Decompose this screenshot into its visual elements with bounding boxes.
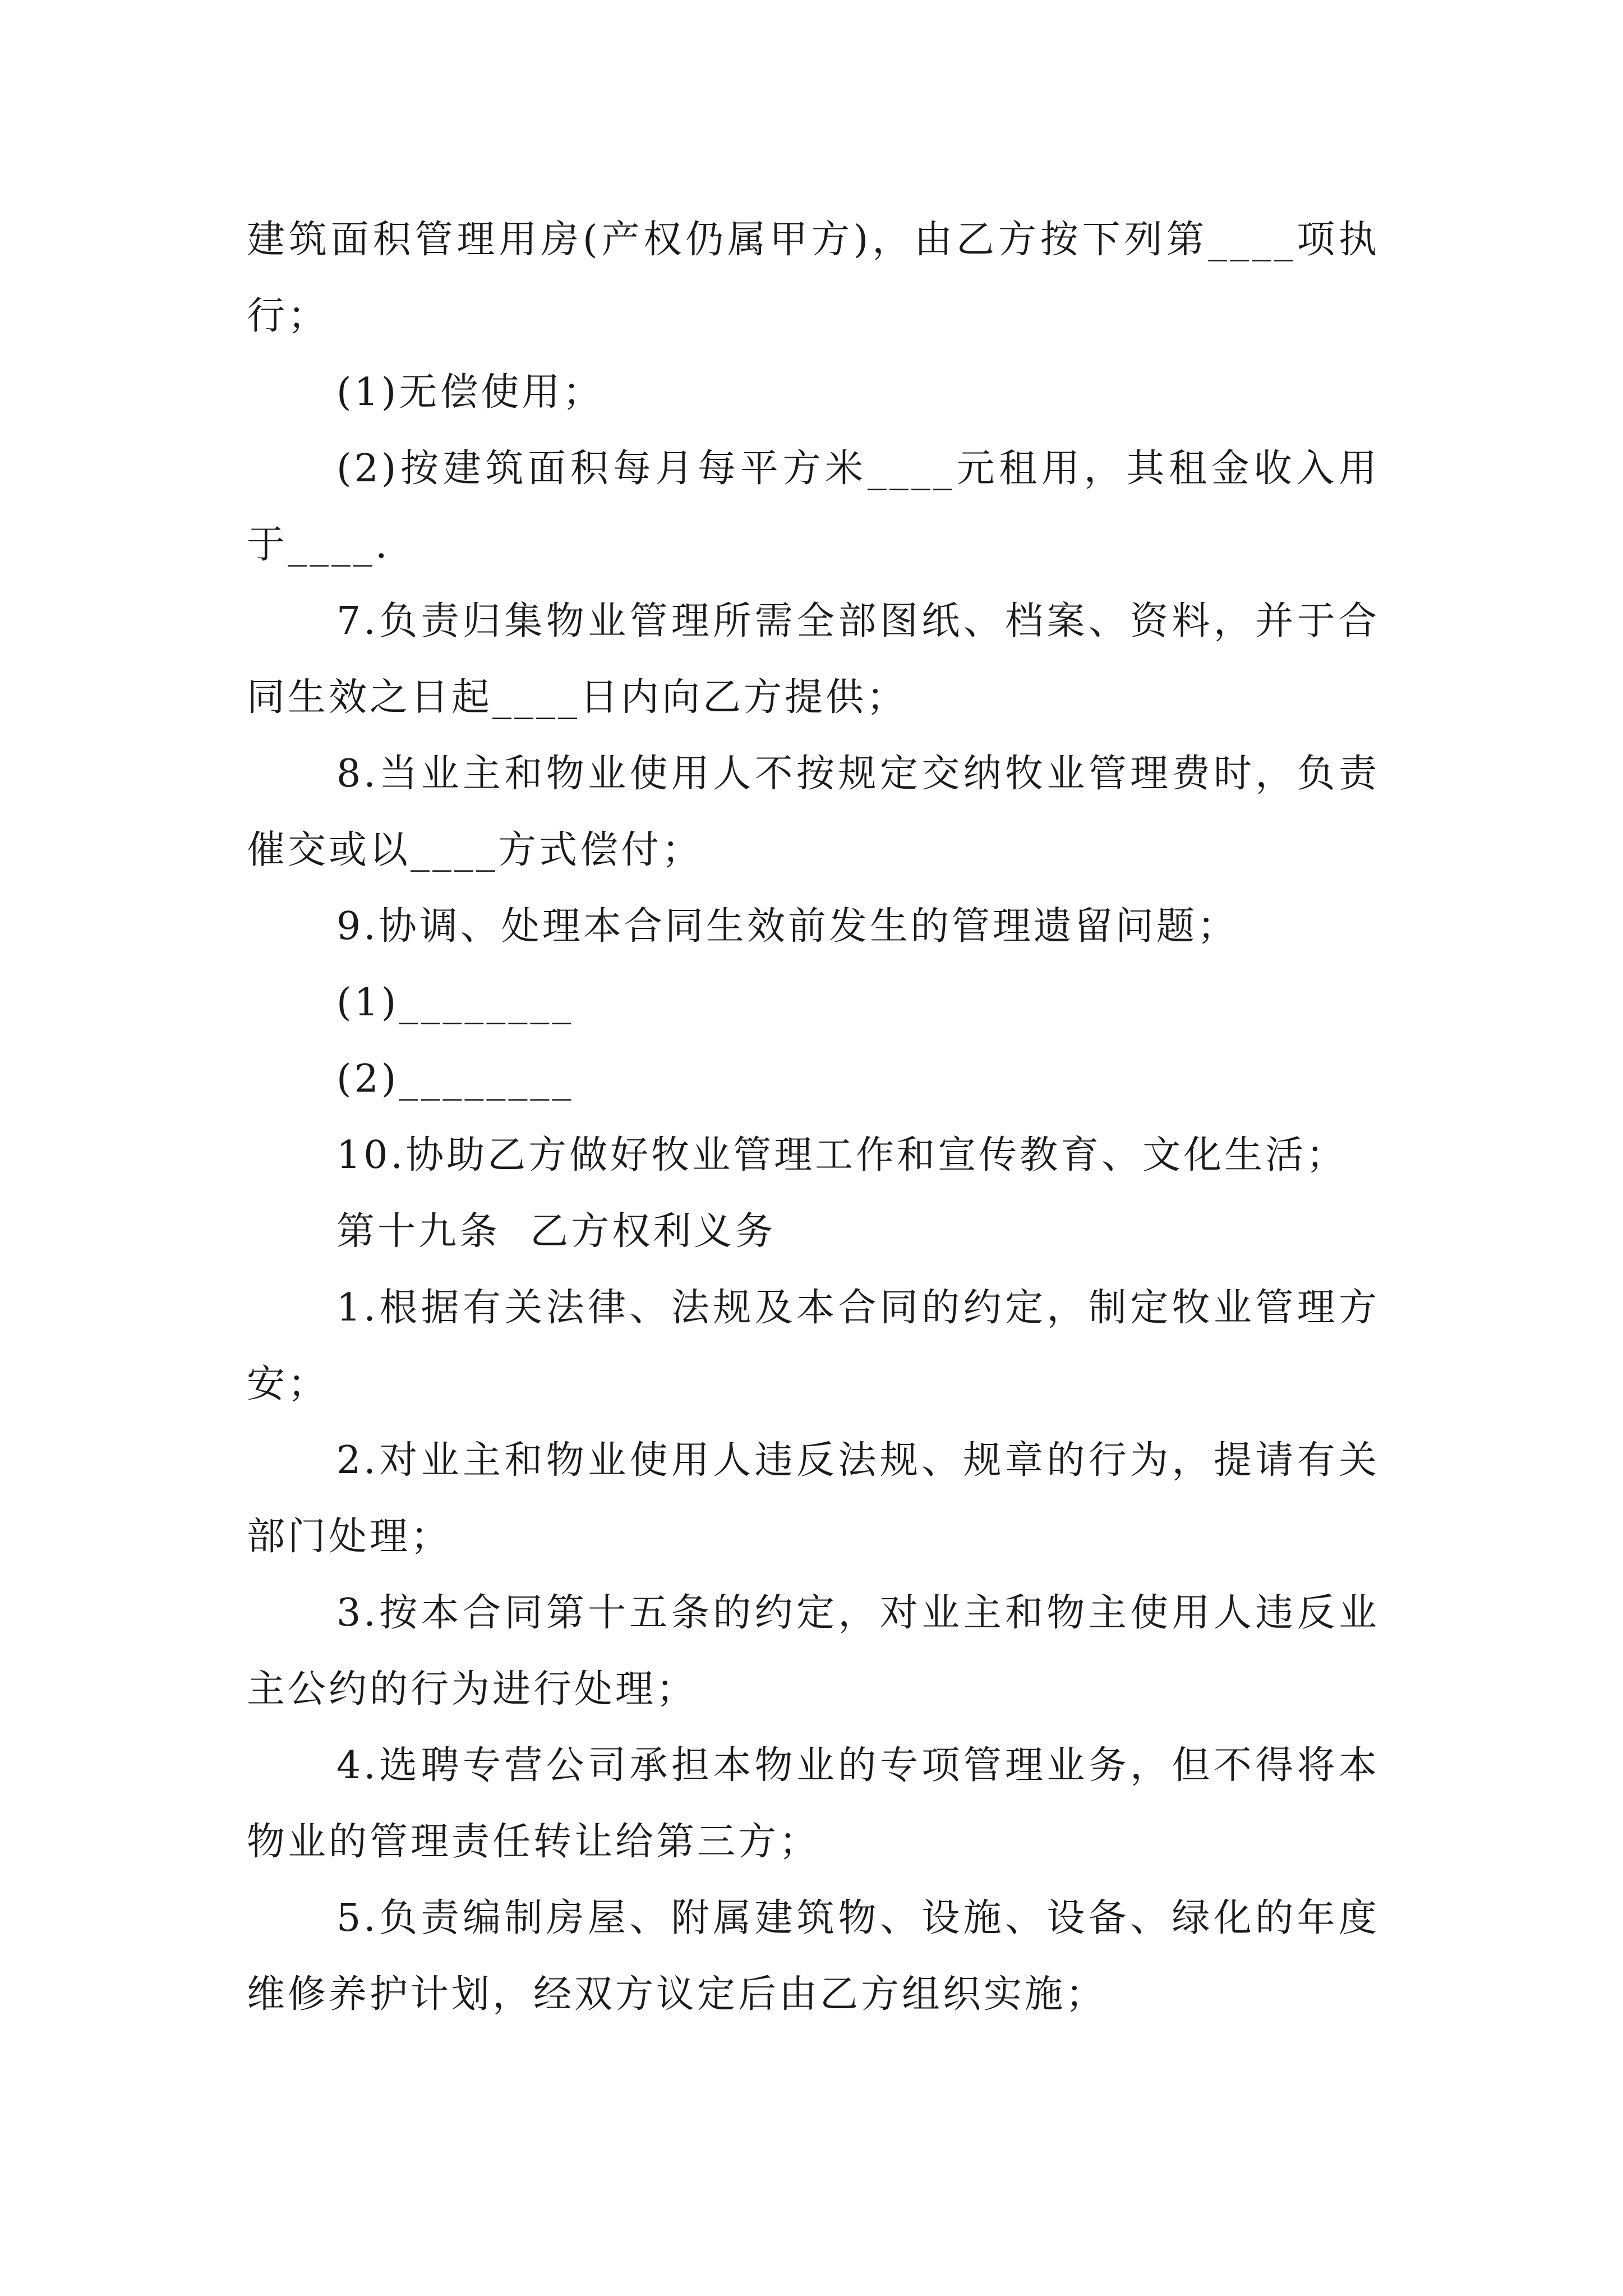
paragraph-item-9-sub-2: (2)________ bbox=[336, 1057, 574, 1101]
paragraph-housing-terms: 建筑面积管理用房(产权仍属甲方)，由乙方按下列第____项执行； bbox=[247, 218, 1380, 338]
paragraph-option-1-free-use: (1)无偿使用； bbox=[336, 370, 604, 415]
paragraph-duty-5: 5.负责编制房屋、附属建筑物、设施、设备、绿化的年度维修养护计划，经双方议定后由乙方组织实施； bbox=[247, 1896, 1380, 2017]
paragraph-option-2-rent: (2)按建筑面积每月每平方米____元租用，其租金收入用于____. bbox=[247, 447, 1380, 567]
article-19-heading: 第十九条 乙方权利义务 bbox=[336, 1209, 776, 1254]
paragraph-item-7: 7.负责归集物业管理所需全部图纸、档案、资料，并于合同生效之日起____日内向乙方提供； bbox=[247, 599, 1380, 720]
paragraph-duty-1: 1.根据有关法律、法规及本合同的约定，制定牧业管理方安； bbox=[247, 1286, 1380, 1406]
paragraph-item-9: 9.协调、处理本合同生效前发生的管理遗留问题； bbox=[336, 904, 1238, 949]
paragraph-item-9-sub-1: (1)________ bbox=[336, 981, 574, 1025]
paragraph-item-8: 8.当业主和物业使用人不按规定交纳牧业管理费时，负责催交或以____方式偿付； bbox=[247, 752, 1380, 872]
paragraph-item-10: 10.协助乙方做好牧业管理工作和宣传教育、文化生活； bbox=[336, 1133, 1348, 1177]
document-body bbox=[247, 202, 1380, 2033]
paragraph-duty-4: 4.选聘专营公司承担本物业的专项管理业务，但不得将本物业的管理责任转让给第三方； bbox=[247, 1743, 1380, 1864]
paragraph-duty-2: 2.对业主和物业使用人违反法规、规章的行为，提请有关部门处理； bbox=[247, 1438, 1380, 1559]
paragraph-duty-3: 3.按本合同第十五条的约定，对业主和物主使用人违反业主公约的行为进行处理； bbox=[247, 1591, 1380, 1711]
